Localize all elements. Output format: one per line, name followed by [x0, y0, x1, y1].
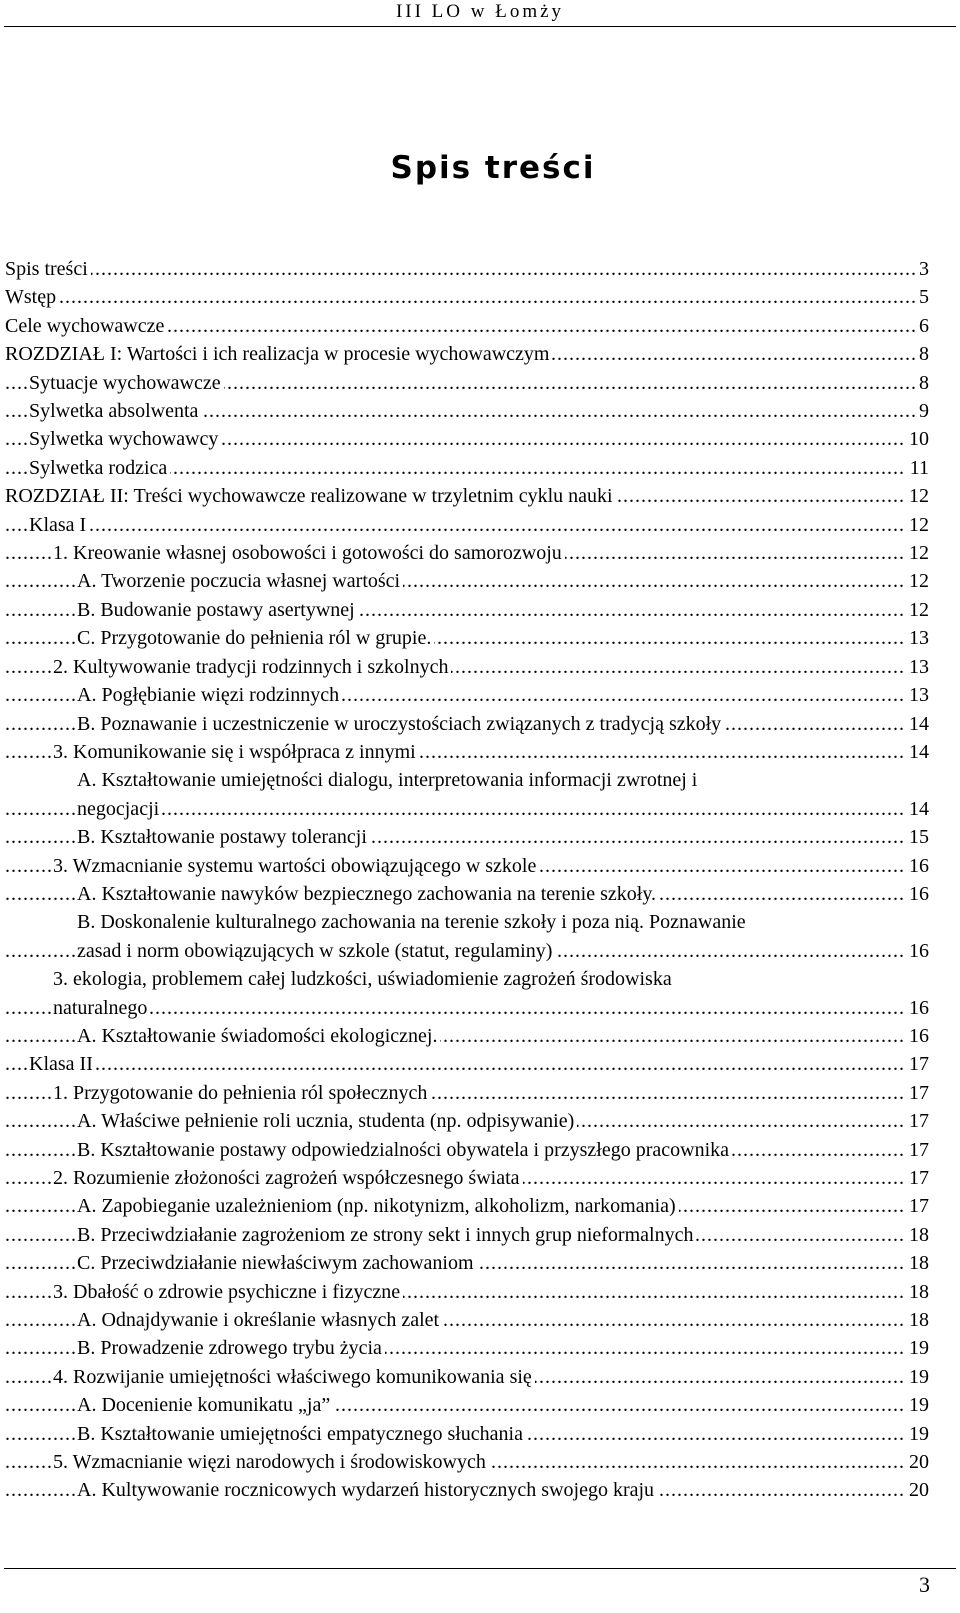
toc-entry[interactable] [5, 340, 929, 368]
toc-entry-page-number: 14 [905, 738, 929, 766]
table-of-contents [5, 255, 929, 1505]
toc-entry-page-number: 9 [915, 397, 929, 425]
toc-entry-title: 5. Wzmacnianie więzi narodowych i środowiskowych [53, 1451, 489, 1473]
toc-entry-page-number: 6 [915, 312, 929, 340]
toc-entry-page-number: 12 [905, 567, 929, 595]
toc-entry-title: ROZDZIAŁ I: Wartości i ich realizacja w procesie wychowawczym [5, 343, 552, 365]
toc-entry-title: 2. Kultywowanie tradycji rodzinnych i szkolnych [53, 656, 451, 678]
toc-entry-title: B. Kształtowanie postawy tolerancji [77, 826, 370, 848]
toc-entry-title: A. Tworzenie poczucia własnej wartości [77, 570, 403, 592]
toc-entry[interactable] [5, 1476, 929, 1504]
toc-entry-page-number: 19 [905, 1334, 929, 1362]
toc-entry[interactable] [5, 482, 929, 510]
toc-entry-title: A. Kształtowanie umiejętności dialogu, interpretowania informacji zwrotnej i [77, 769, 698, 792]
toc-entry-page-number: 20 [905, 1448, 929, 1476]
toc-entry[interactable] [5, 1107, 929, 1135]
toc-entry[interactable] [5, 624, 929, 652]
toc-entry-title: 3. Dbałość o zdrowie psychiczne i fizyczne [53, 1281, 403, 1303]
toc-entry-page-number: 3 [915, 255, 929, 283]
toc-entry-page-number: 10 [905, 425, 929, 453]
toc-entry-title: Sylwetka wychowawcy [29, 428, 221, 450]
running-header: III LO w Łomży [395, 1, 565, 22]
toc-entry-page-number: 16 [905, 1022, 929, 1050]
toc-entry-page-number: 20 [905, 1476, 929, 1504]
toc-entry-title: B. Kształtowanie umiejętności empatycznego słuchania [77, 1423, 526, 1445]
toc-entry[interactable] [5, 1249, 929, 1277]
toc-entry-title: Sylwetka absolwenta [29, 400, 201, 422]
toc-entry-title-continued: zasad i norm obowiązujących w szkole (statut, regulaminy) [77, 940, 555, 962]
toc-entry-page-number: 8 [915, 340, 929, 368]
toc-entry-title: A. Kształtowanie świadomości ekologicznej. [77, 1025, 440, 1047]
toc-entry-title: A. Kształtowanie nawyków bezpiecznego zachowania na terenie szkoły. [77, 883, 659, 905]
toc-entry[interactable] [5, 1136, 929, 1164]
toc-entry[interactable] [5, 312, 929, 340]
toc-entry-page-number: 15 [905, 823, 929, 851]
toc-entry-title: 1. Kreowanie własnej osobowości i gotowości do samorozwoju [53, 542, 565, 564]
toc-entry-title: 2. Rozumienie złożoności zagrożeń współczesnego świata [53, 1167, 523, 1189]
toc-entry[interactable] [5, 283, 929, 311]
toc-entry-page-number: 19 [905, 1391, 929, 1419]
toc-entry[interactable] [5, 1050, 929, 1078]
toc-entry-title: B. Doskonalenie kulturalnego zachowania na terenie szkoły i poza nią. Poznawanie [77, 911, 746, 934]
toc-entry[interactable] [5, 1363, 929, 1391]
toc-entry-page-number: 12 [905, 482, 929, 510]
toc-entry-page-number: 19 [905, 1420, 929, 1448]
toc-entry-title: Klasa II [29, 1053, 96, 1075]
toc-entry-title: B. Prowadzenie zdrowego trybu życia [77, 1337, 385, 1359]
toc-entry[interactable] [5, 454, 929, 482]
toc-entry-title: 3. ekologia, problemem całej ludzkości, uświadomienie zagrożeń środowiska [53, 968, 672, 991]
toc-entry-page-number: 17 [905, 1050, 929, 1078]
toc-entry[interactable] [5, 255, 929, 283]
toc-entry[interactable] [5, 738, 929, 766]
toc-entry[interactable] [5, 880, 929, 908]
toc-entry[interactable] [5, 908, 929, 965]
toc-entry[interactable] [5, 397, 929, 425]
toc-entry-page-number: 17 [905, 1079, 929, 1107]
toc-entry-page-number: 13 [905, 681, 929, 709]
toc-entry-page-number: 8 [915, 369, 929, 397]
toc-entry-title: B. Przeciwdziałanie zagrożeniom ze strony sekt i innych grup nieformalnych [77, 1224, 696, 1246]
toc-entry[interactable] [5, 1022, 929, 1050]
toc-entry[interactable] [5, 567, 929, 595]
toc-entry[interactable] [5, 766, 929, 823]
toc-entry-title: B. Poznawanie i uczestniczenie w uroczystościach związanych z tradycją szkoły [77, 713, 724, 735]
toc-entry[interactable] [5, 852, 929, 880]
toc-entry-page-number: 19 [905, 1363, 929, 1391]
toc-entry[interactable] [5, 539, 929, 567]
toc-entry[interactable] [5, 511, 929, 539]
toc-entry[interactable] [5, 1192, 929, 1220]
toc-entry[interactable] [5, 1391, 929, 1419]
toc-entry[interactable] [5, 425, 929, 453]
toc-entry-page-number: 17 [905, 1107, 929, 1135]
toc-entry-page-number: 18 [905, 1249, 929, 1277]
toc-entry-title: B. Kształtowanie postawy odpowiedzialności obywatela i przyszłego pracownika [77, 1139, 732, 1161]
toc-entry-title: 1. Przygotowanie do pełnienia ról społecznych [53, 1082, 430, 1104]
toc-entry-title: Sytuacje wychowawcze [29, 372, 224, 394]
toc-entry-title: 3. Wzmacnianie systemu wartości obowiązującego w szkole [53, 855, 539, 877]
toc-entry-title: A. Właściwe pełnienie roli ucznia, studenta (np. odpisywanie) [77, 1110, 577, 1132]
toc-entry[interactable] [5, 1420, 929, 1448]
toc-entry-title: Spis treści [5, 258, 91, 280]
toc-entry-title: A. Kultywowanie rocznicowych wydarzeń historycznych swojego kraju [77, 1479, 657, 1501]
toc-entry[interactable] [5, 1334, 929, 1362]
toc-entry-title: ROZDZIAŁ II: Treści wychowawcze realizowane w trzyletnim cyklu nauki [5, 485, 616, 507]
toc-entry[interactable] [5, 710, 929, 738]
toc-entry-page-number: 14 [905, 795, 929, 823]
toc-entry[interactable] [5, 1079, 929, 1107]
header-rule [4, 26, 956, 27]
toc-entry-title: C. Przeciwdziałanie niewłaściwym zachowaniom [77, 1252, 477, 1274]
toc-entry-title: A. Odnajdywanie i określanie własnych zalet [77, 1309, 442, 1331]
toc-entry-page-number: 12 [905, 596, 929, 624]
toc-entry-page-number: 18 [905, 1221, 929, 1249]
toc-entry-page-number: 17 [905, 1164, 929, 1192]
toc-entry[interactable] [5, 596, 929, 624]
toc-entry-title-continued: negocjacji [77, 798, 162, 820]
page-title: Spis treści [390, 150, 596, 186]
toc-entry-page-number: 5 [915, 283, 929, 311]
toc-entry-page-number: 16 [905, 880, 929, 908]
toc-entry[interactable] [5, 1448, 929, 1476]
toc-entry-title: A. Zapobieganie uzależnieniom (np. nikotynizm, alkoholizm, narkomania) [77, 1195, 679, 1217]
toc-entry[interactable] [5, 965, 929, 1022]
toc-entry-title: Wstęp [5, 286, 59, 308]
toc-entry-page-number: 16 [905, 937, 929, 965]
toc-entry-title: Klasa I [29, 514, 89, 536]
toc-entry[interactable] [5, 1306, 929, 1334]
toc-entry[interactable] [5, 369, 929, 397]
footer-rule [4, 1568, 956, 1569]
toc-entry-page-number: 13 [905, 653, 929, 681]
toc-entry-page-number: 17 [905, 1136, 929, 1164]
toc-entry-page-number: 12 [905, 539, 929, 567]
toc-entry-title: 3. Komunikowanie się i współpraca z innymi [53, 741, 419, 763]
toc-entry-title: A. Pogłębianie więzi rodzinnych [77, 684, 342, 706]
toc-entry-page-number: 13 [905, 624, 929, 652]
toc-entry-title: Cele wychowawcze [5, 315, 167, 337]
toc-entry-page-number: 12 [905, 511, 929, 539]
toc-entry[interactable] [5, 1164, 929, 1192]
toc-entry-title: A. Docenienie komunikatu „ja” [77, 1394, 333, 1416]
toc-entry[interactable] [5, 1221, 929, 1249]
toc-entry[interactable] [5, 1278, 929, 1306]
toc-entry[interactable] [5, 681, 929, 709]
toc-entry-page-number: 16 [905, 994, 929, 1022]
toc-entry[interactable] [5, 823, 929, 851]
toc-entry-title: C. Przygotowanie do pełnienia ról w grupie. [77, 627, 434, 649]
toc-entry-page-number: 14 [905, 710, 929, 738]
toc-entry-title: 4. Rozwijanie umiejętności właściwego komunikowania się [53, 1366, 535, 1388]
toc-entry-page-number: 16 [905, 852, 929, 880]
toc-entry-page-number: 11 [906, 454, 929, 482]
toc-entry-title-continued: naturalnego [53, 997, 150, 1019]
toc-entry-page-number: 18 [905, 1278, 929, 1306]
toc-entry-page-number: 17 [905, 1192, 929, 1220]
toc-entry-page-number: 18 [905, 1306, 929, 1334]
toc-entry[interactable] [5, 653, 929, 681]
page-number: 3 [919, 1572, 930, 1597]
toc-entry-title: B. Budowanie postawy asertywnej [77, 599, 358, 621]
toc-entry-title: Sylwetka rodzica [29, 457, 170, 479]
